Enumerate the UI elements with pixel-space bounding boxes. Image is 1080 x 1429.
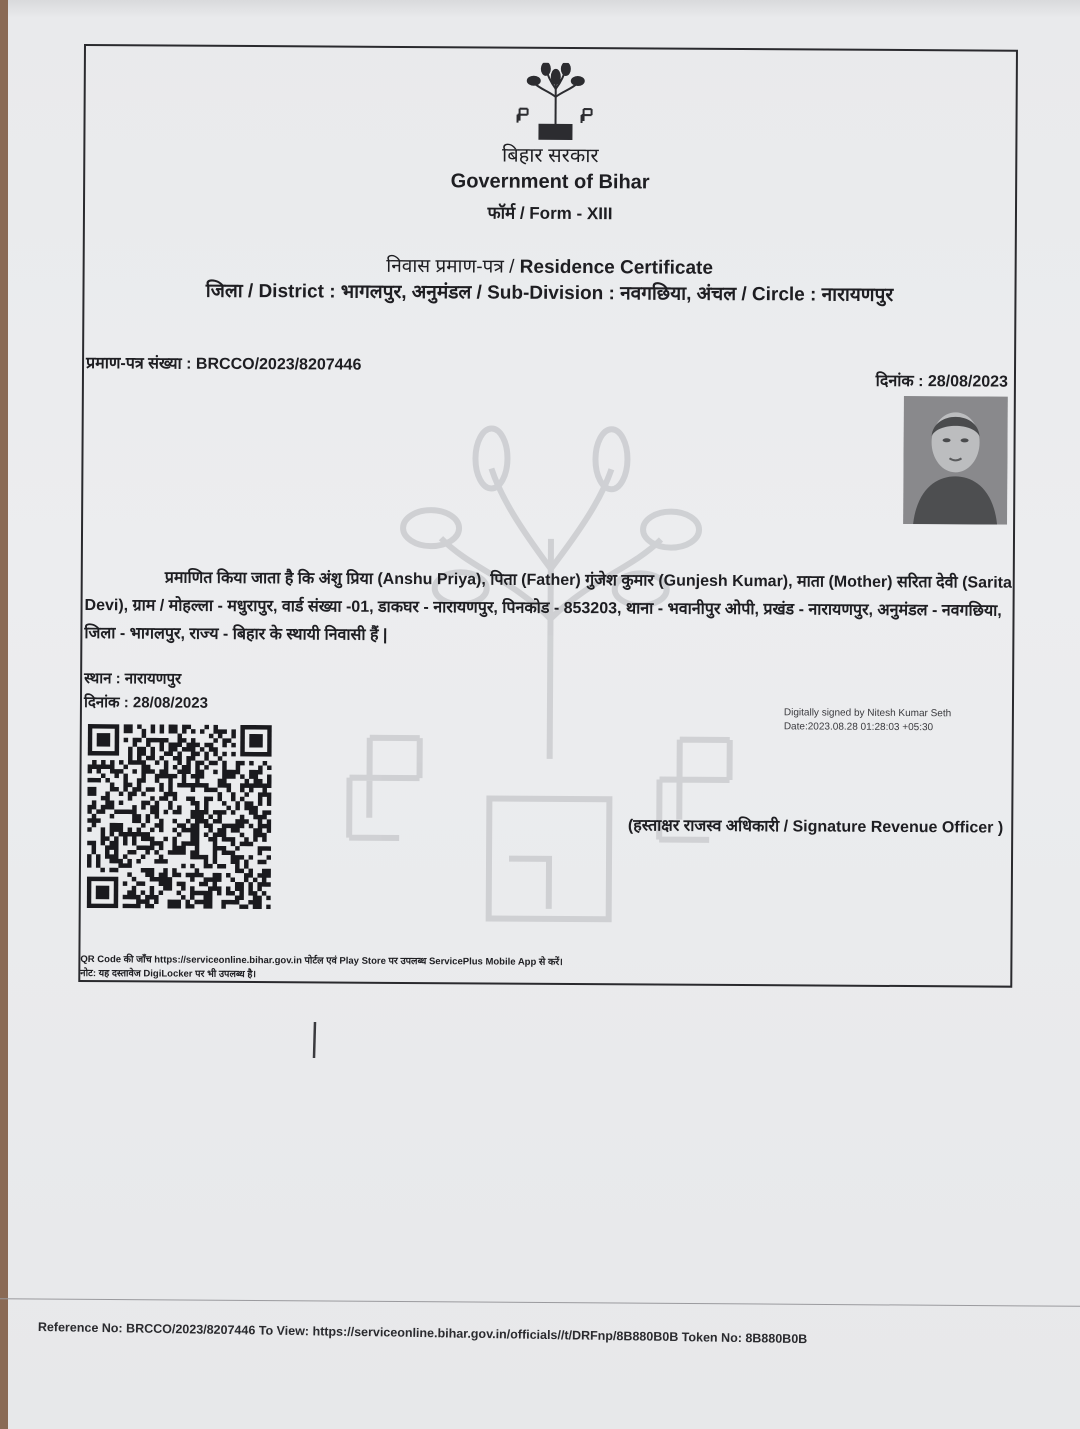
certificate-title-english: Residence Certificate xyxy=(519,256,714,279)
issue-place: स्थान : नारायणपुर xyxy=(84,670,182,688)
certificate-title-hindi: निवास प्रमाण-पत्र / xyxy=(386,255,515,278)
digital-signature-date: Date:2023.08.28 01:28:03 +05:30 xyxy=(783,721,934,734)
government-name-hindi: बिहार सरकार xyxy=(501,144,599,168)
digilocker-note: नोट: यह दस्तावेज DigiLocker पर भी उपलब्ध है। xyxy=(80,967,257,981)
emblem-watermark-icon xyxy=(338,418,761,961)
government-name-english: Government of Bihar xyxy=(450,170,650,194)
certificate-body: प्रमाणित किया जाता है कि अंशु प्रिया (Anshu Priya), पिता (Father) गुंजेश कुमार (Gunjesh Kumar), माता (Mother) सरिता देवी (Sarita Devi), ग्राम / मोहल्ला - मधुरापुर, वार्ड संख्या -01, डाकघर - नारायणपुर, पिनकोड - 853203, थाना - भवानीपुर ओपी, प्रखंड - नारायणपुर, अनुमंडल - नवगछिया, जिला - भागलपुर, राज्य - बिहार के स्थायी निवासी हैं | xyxy=(84,569,1012,644)
reference-footer: Reference No: BRCCO/2023/8207446 To View: https://serviceonline.bihar.gov.in/officials//t/DRFnp/8B880B0B Token No: 8B880B0B xyxy=(37,1320,808,1347)
qr-code-icon[interactable] xyxy=(87,724,272,909)
digital-signature-block xyxy=(784,706,951,735)
certificate-date: दिनांक : 28/08/2023 xyxy=(875,372,1009,391)
paper-fold-edge xyxy=(8,0,1080,18)
form-number: फॉर्म / Form - XIII xyxy=(487,203,613,224)
location-line: जिला / District : भागलपुर, अनुमंडल / Sub-Division : नवगछिया, अंचल / Circle : नारायणपुर xyxy=(205,280,894,306)
applicant-photo xyxy=(903,396,1008,525)
digital-signature-signer: Digitally signed by Nitesh Kumar Seth xyxy=(783,707,952,720)
certificate-number: प्रमाण-पत्र संख्या : BRCCO/2023/8207446 xyxy=(85,355,362,374)
officer-signature-label: (हस्ताक्षर राजस्व अधिकारी / Signature Revenue Officer ) xyxy=(627,817,1004,837)
qr-verification-note: QR Code की जाँच https://serviceonline.bihar.gov.in पोर्टल एवं Play Store पर उपलब्ध ServicePlus Mobile App से करें। xyxy=(80,953,563,968)
issue-date: दिनांक : 28/08/2023 xyxy=(83,694,209,712)
bihar-emblem-icon xyxy=(515,63,595,143)
certificate-frame xyxy=(78,44,1018,988)
pen-mark xyxy=(312,1022,318,1058)
